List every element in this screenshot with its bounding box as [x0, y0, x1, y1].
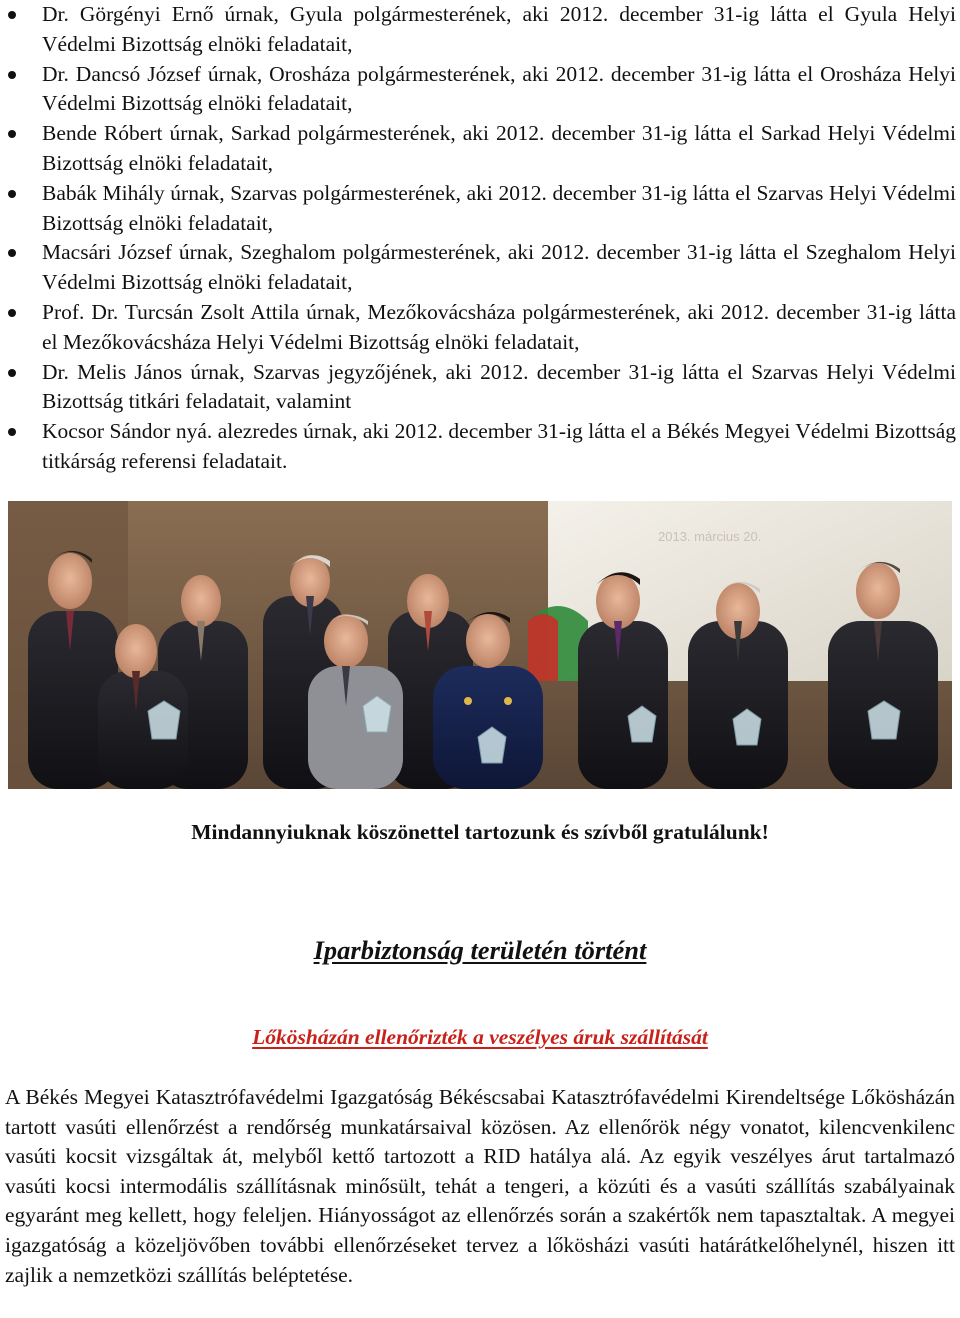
article-title: Lőkösházán ellenőrizték a veszélyes áruk szállítását: [252, 1025, 708, 1049]
group-photo-illustration: [8, 501, 952, 789]
list-item: Dr. Melis János úrnak, Szarvas jegyzőjének, aki 2012. december 31-ig látta el Szarvas Helyi Védelmi Bizottság titkári feladatait, valamint: [0, 358, 960, 418]
list-item: Macsári József úrnak, Szeghalom polgármesterének, aki 2012. december 31-ig látta el Szeghalom Helyi Védelmi Bizottság elnöki feladatait,: [0, 238, 960, 298]
recipient-list: [0, 0, 960, 477]
group-photo: [8, 501, 952, 789]
list-item: Dr. Dancsó József úrnak, Orosháza polgármesterének, aki 2012. december 31-ig látta el Orosháza Helyi Védelmi Bizottság elnöki feladatait,: [0, 60, 960, 120]
list-item: Prof. Dr. Turcsán Zsolt Attila úrnak, Mezőkovácsháza polgármesterének, aki 2012. december 31-ig látta el Mezőkovácsháza Helyi Védelmi Bizottság elnöki feladatait,: [0, 298, 960, 358]
closing-statement: Mindannyiuknak köszönettel tartozunk és szívből gratulálunk!: [191, 820, 769, 844]
wall-projected-text: 2013. március 20.: [658, 529, 762, 544]
list-item: Babák Mihály úrnak, Szarvas polgármesterének, aki 2012. december 31-ig látta el Szarvas Helyi Védelmi Bizottság elnöki feladatait,: [0, 179, 960, 239]
list-item: Bende Róbert úrnak, Sarkad polgármesterének, aki 2012. december 31-ig látta el Sarkad Helyi Védelmi Bizottság elnöki feladatait,: [0, 119, 960, 179]
article-body: A Békés Megyei Katasztrófavédelmi Igazgatóság Békéscsabai Katasztrófavédelmi Kirendeltsége Lőkösházán tartott vasúti ellenőrzést a rendőrség munkatársaival közösen. Az ellenőrök négy vonatot, kilencvenkilenc vasúti kocsit vizsgáltak át, melyből kettő tartozott a RID hatálya alá. Az egyik veszélyes árut tartalmazó vasúti kocsi intermodális szállításnak minősült, tehát a tengeri, a közúti és a vasúti szállítás szabályainak egyaránt meg kellett, hogy feleljen. Hiányosságot az ellenőrzés során a szakértők nem tapasztaltak. A megyei igazgatóság a közeljövőben további ellenőrzéseket tervez a lőkösházi vasúti határátkelőhelynél, hiszen itt zajlik a nemzetközi szállítás beléptetése.: [5, 1085, 955, 1287]
list-item: Dr. Görgényi Ernő úrnak, Gyula polgármesterének, aki 2012. december 31-ig látta el Gyula Helyi Védelmi Bizottság elnöki feladatait,: [0, 0, 960, 60]
section-title: Iparbiztonság területén történt: [313, 935, 647, 965]
list-item: Kocsor Sándor nyá. alezredes úrnak, aki 2012. december 31-ig látta el a Békés Megyei Védelmi Bizottság titkárság referensi feladatait.: [0, 417, 960, 477]
